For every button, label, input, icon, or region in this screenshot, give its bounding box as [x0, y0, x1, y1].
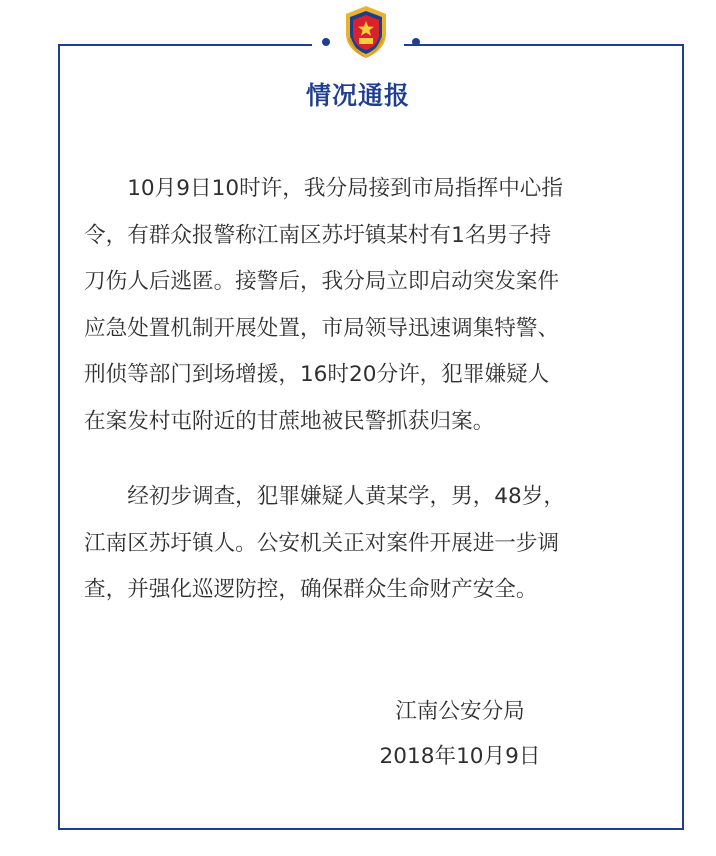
paragraph-line: 刀伤人后逃匿。接警后，我分局立即启动突发案件	[84, 269, 560, 294]
frame-dot-right	[412, 38, 420, 46]
emblem-holder	[312, 2, 404, 72]
frame-dot-left	[322, 38, 330, 46]
signature-date: 2018年10月9日	[379, 744, 541, 769]
paragraph-line: 江南区苏圩镇人。公安机关正对案件开展进一步调	[84, 530, 560, 556]
paragraph-line: 令，有群众报警称江南区苏圩镇某村有1名男子持	[84, 222, 552, 248]
paragraph-incident	[84, 166, 664, 445]
paragraph-line: 10月9日10时许，我分局接到市局指挥中心指	[84, 176, 563, 201]
paragraph-investigation	[84, 474, 664, 614]
paragraph-line: 查，并强化巡逻防控，确保群众生命财产安全。	[84, 577, 538, 602]
paragraph-line: 应急处置机制开展处置，市局领导迅速调集特警、	[84, 315, 560, 341]
paragraph-line: 经初步调查，犯罪嫌疑人黄某学，男，48岁，	[84, 484, 565, 509]
police-emblem-icon	[342, 4, 390, 60]
notice-title: 情况通报	[305, 81, 410, 110]
signature-agency: 江南公安分局	[395, 699, 525, 724]
paragraph-line: 刑侦等部门到场增援，16时20分许，犯罪嫌疑人	[84, 362, 550, 387]
paragraph-line: 在案发村屯附近的甘蔗地被民警抓获归案。	[84, 408, 495, 434]
